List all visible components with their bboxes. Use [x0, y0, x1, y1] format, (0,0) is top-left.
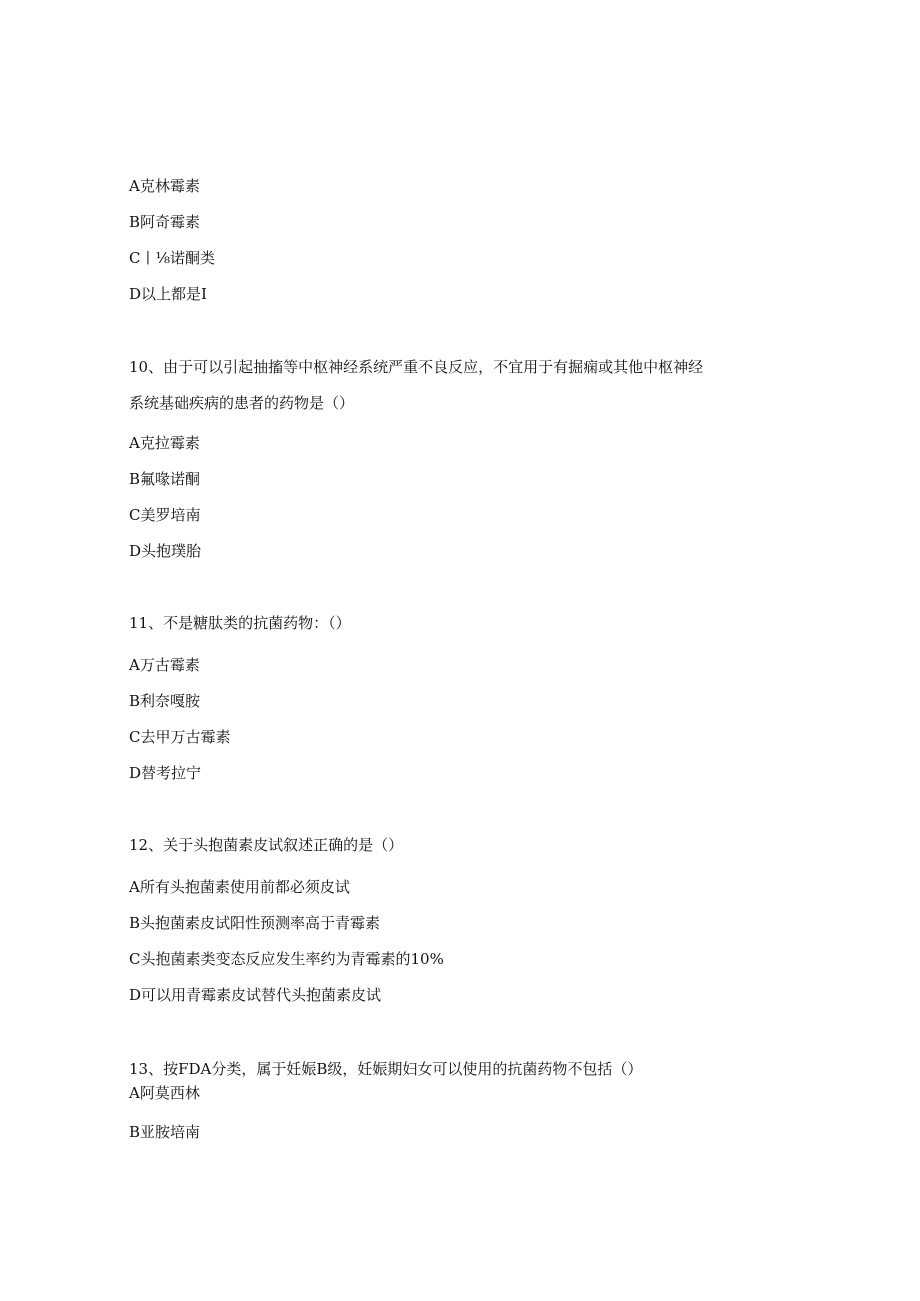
q10-option-a: A克拉霉素	[129, 434, 200, 452]
q13-option-b: B亚胺培南	[129, 1123, 201, 1141]
q11-option-b: B利奈嘎胺	[129, 692, 201, 710]
q11-option-c: C去甲万古霉素	[129, 728, 231, 746]
q10-option-c: C美罗培南	[129, 506, 201, 524]
q9-option-b: B阿奇霉素	[129, 213, 201, 231]
q9-option-a: A克林霉素	[129, 177, 200, 195]
q10-option-d: D头抱璞胎	[129, 542, 202, 560]
q12-stem: 12、关于头抱菌素皮试叙述正确的是（）	[129, 836, 404, 854]
q13-stem: 13、按FDA分类，属于妊娠B级，妊娠期妇女可以使用的抗菌药物不包括（）	[129, 1060, 643, 1078]
q9-option-c: C丨⅛诺酮类	[129, 249, 216, 267]
q11-option-d: D替考拉宁	[129, 764, 202, 782]
q12-option-b: B头抱菌素皮试阳性预测率高于青霉素	[129, 914, 381, 932]
q11-stem: 11、不是糖肽类的抗菌药物：（）	[129, 614, 351, 632]
q10-stem-line1: 10、由于可以引起抽搐等中枢神经系统严重不良反应，不宜用于有掘痫或其他中枢神经	[129, 358, 704, 376]
q13-option-a: A阿莫西林	[129, 1084, 200, 1102]
q12-option-c: C头抱菌素类变态反应发生率约为青霉素的10%	[129, 950, 444, 968]
q12-option-d: D可以用青霉素皮试替代头抱菌素皮试	[129, 986, 382, 1004]
q12-option-a: A所有头抱菌素使用前都必须皮试	[129, 878, 350, 896]
q10-option-b: B氟喙诺酮	[129, 470, 201, 488]
q9-option-d: D以上都是I	[129, 285, 207, 303]
q11-option-a: A万古霉素	[129, 656, 200, 674]
q10-stem-line2: 系统基础疾病的患者的药物是（）	[129, 394, 355, 412]
